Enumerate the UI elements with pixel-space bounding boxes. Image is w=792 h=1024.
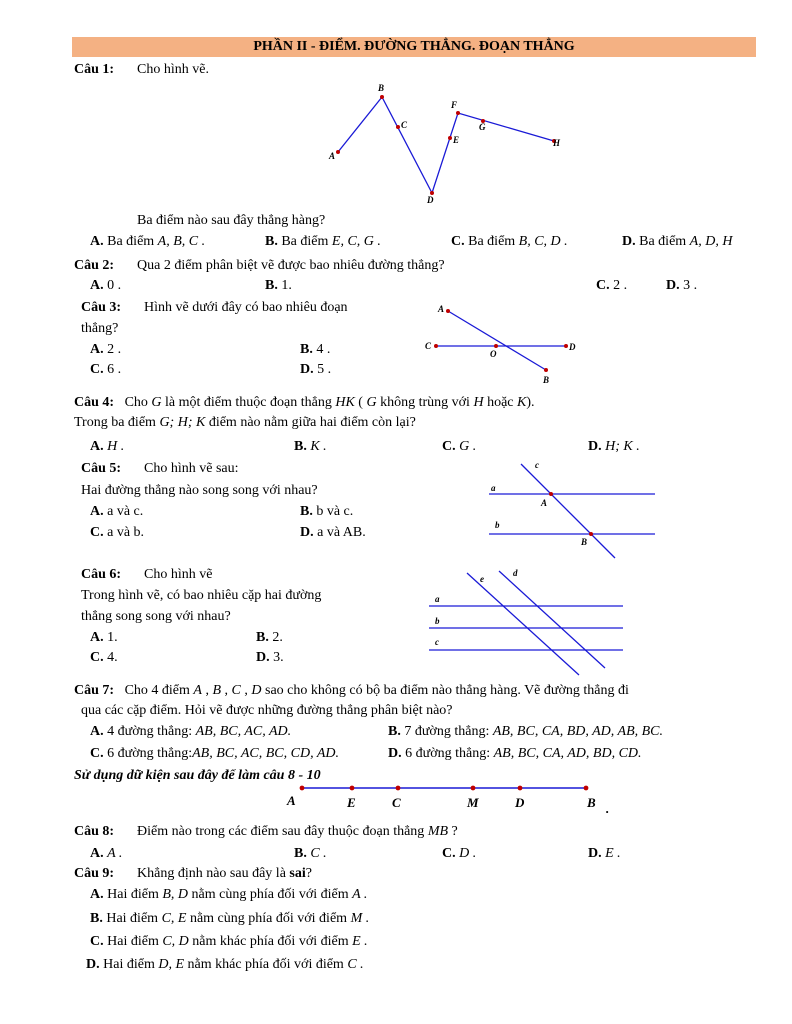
q4-stem: Câu 4: Cho G là một điểm thuộc đoạn thẳng HK ( G không trùng với H hoặc K).	[74, 395, 535, 410]
q4-stem-line2: Trong ba điểm G; H; K điểm nào nằm giữa hai điểm còn lại?	[74, 415, 416, 430]
q1-label-F: F	[451, 100, 458, 110]
q8-option-b: B. C .	[294, 846, 327, 861]
q3-option-d: D. 5 .	[300, 362, 332, 377]
segment-figure	[284, 780, 624, 820]
q1-label-H: H	[553, 138, 561, 148]
q6-label-e: e	[480, 574, 484, 584]
q4-option-b: B. K .	[294, 439, 327, 454]
q1-question: Ba điểm nào sau đây thẳng hàng?	[137, 213, 326, 228]
q6-question-line2: thẳng song song với nhau?	[81, 609, 231, 624]
q6-stem: Cho hình vẽ	[144, 567, 213, 582]
q3-figure	[420, 295, 600, 390]
q6-number: Câu 6:	[81, 567, 122, 582]
q5-label-b: b	[495, 520, 500, 530]
q1-label-E: E	[453, 135, 460, 145]
q6-option-b: B. 2.	[256, 630, 283, 645]
q7-option-d: D. 6 đường thẳng: AB, BC, CA, AD, BD, CD.	[388, 746, 642, 761]
q3-option-a: A. 2 .	[90, 342, 122, 357]
seg-label-A: A	[287, 793, 296, 808]
q1-label-B: B	[378, 83, 385, 93]
q3-label-C: C	[425, 341, 432, 351]
q4-option-d: D. H; K .	[588, 439, 640, 454]
q7-option-a: A. 4 đường thẳng: AB, BC, AC, AD.	[90, 724, 292, 739]
q3-label-D: D	[569, 342, 576, 352]
q3-label-B: B	[543, 375, 550, 385]
q2-stem: Qua 2 điểm phân biệt vẽ được bao nhiêu đường thẳng?	[137, 258, 445, 273]
q5-label-B: B	[581, 537, 588, 547]
q2-option-a: A. 0 .	[90, 278, 122, 293]
q2-option-c: C. 2 .	[596, 278, 628, 293]
q1-stem: Cho hình vẽ.	[137, 62, 209, 77]
q6-option-c: C. 4.	[90, 650, 118, 665]
q2-option-b: B. 1.	[265, 278, 292, 293]
q3-label-O: O	[490, 349, 497, 359]
seg-label-E: E	[347, 795, 356, 810]
q9-option-b: B. Hai điểm C, E nằm cùng phía đối với điểm M .	[90, 911, 370, 926]
q1-number: Câu 1:	[74, 62, 115, 77]
q1-option-b: B. Ba điểm E, C, G .	[265, 234, 381, 249]
q1-option-d: D. Ba điểm A, D, H	[622, 234, 733, 249]
q9-option-d: D. Hai điểm D, E nằm khác phía đối với điểm C .	[86, 957, 364, 972]
q8-option-a: A. A .	[90, 846, 123, 861]
q6-label-c: c	[435, 637, 439, 647]
q8-option-d: D. E .	[588, 846, 621, 861]
q5-option-a: A. a và c.	[90, 504, 144, 519]
q5-label-c: c	[535, 460, 539, 470]
q6-option-a: A. 1.	[90, 630, 118, 645]
seg-label-B: B	[587, 795, 596, 810]
q5-question: Hai đường thẳng nào song song với nhau?	[81, 483, 318, 498]
q5-option-d: D. a và AB.	[300, 525, 366, 540]
q1-option-a: A. Ba điểm A, B, C .	[90, 234, 206, 249]
section-header: PHẦN II - ĐIỂM. ĐƯỜNG THẲNG. ĐOẠN THẲNG	[72, 37, 756, 57]
q3-number: Câu 3:	[81, 300, 122, 315]
seg-label-D: D	[515, 795, 525, 810]
q1-label-D: D	[427, 195, 434, 205]
q7-stem: Câu 7: Cho 4 điểm A , B , C , D sao cho không có bộ ba điểm nào thẳng hàng. Vẽ đường thẳng đi	[74, 683, 629, 698]
q9-option-a: A. Hai điểm B, D nằm cùng phía đối với điểm A .	[90, 887, 368, 902]
q9-number: Câu 9:	[74, 866, 115, 881]
q3-label-A: A	[438, 304, 445, 314]
q5-label-A: A	[541, 498, 548, 508]
q8-option-c: C. D .	[442, 846, 477, 861]
q6-question-line1: Trong hình vẽ, có bao nhiêu cặp hai đường	[81, 588, 322, 603]
q5-figure	[485, 458, 660, 562]
q5-option-b: B. b và c.	[300, 504, 354, 519]
q4-option-c: C. G .	[442, 439, 477, 454]
q5-stem: Cho hình vẽ sau:	[144, 461, 239, 476]
q5-number: Câu 5:	[81, 461, 122, 476]
seg-dot: .	[606, 801, 610, 816]
q6-label-b: b	[435, 616, 440, 626]
q3-stem-line1: Hình vẽ dưới đây có bao nhiêu đoạn	[144, 300, 348, 315]
q1-label-A: A	[329, 151, 336, 161]
q2-option-d: D. 3 .	[666, 278, 698, 293]
q7-option-b: B. 7 đường thẳng: AB, BC, CA, BD, AD, AB, BC.	[388, 724, 664, 739]
seg-label-C: C	[392, 795, 401, 810]
q1-label-G: G	[479, 122, 486, 132]
q5-option-c: C. a và b.	[90, 525, 145, 540]
seg-label-M: M	[467, 795, 479, 810]
q3-option-b: B. 4 .	[300, 342, 331, 357]
q8-number: Câu 8:	[74, 824, 115, 839]
q4-option-a: A. H .	[90, 439, 125, 454]
q2-number: Câu 2:	[74, 258, 115, 273]
q9-stem: Khẳng định nào sau đây là sai?	[137, 866, 312, 881]
q1-option-c: C. Ba điểm B, C, D .	[451, 234, 568, 249]
q8-stem: Điểm nào trong các điểm sau đây thuộc đoạn thẳng MB ?	[137, 824, 458, 839]
q7-stem-line2: qua các cặp điểm. Hỏi vẽ được những đường thẳng phân biệt nào?	[81, 703, 453, 718]
q7-option-c: C. 6 đường thẳng:AB, BC, AC, BC, CD, AD.	[90, 746, 339, 761]
q6-option-d: D. 3.	[256, 650, 284, 665]
q3-option-c: C. 6 .	[90, 362, 122, 377]
q1-label-C: C	[401, 120, 408, 130]
instruction: Sử dụng dữ kiện sau đây để làm câu 8 - 10	[74, 768, 321, 783]
q9-option-c: C. Hai điểm C, D nằm khác phía đối với điểm E .	[90, 934, 368, 949]
q5-label-a: a	[491, 483, 496, 493]
q1-figure	[320, 80, 580, 210]
q6-label-a: a	[435, 594, 440, 604]
q3-stem-line2: thẳng?	[81, 321, 119, 336]
q6-figure	[425, 565, 630, 680]
q6-label-d: d	[513, 568, 518, 578]
